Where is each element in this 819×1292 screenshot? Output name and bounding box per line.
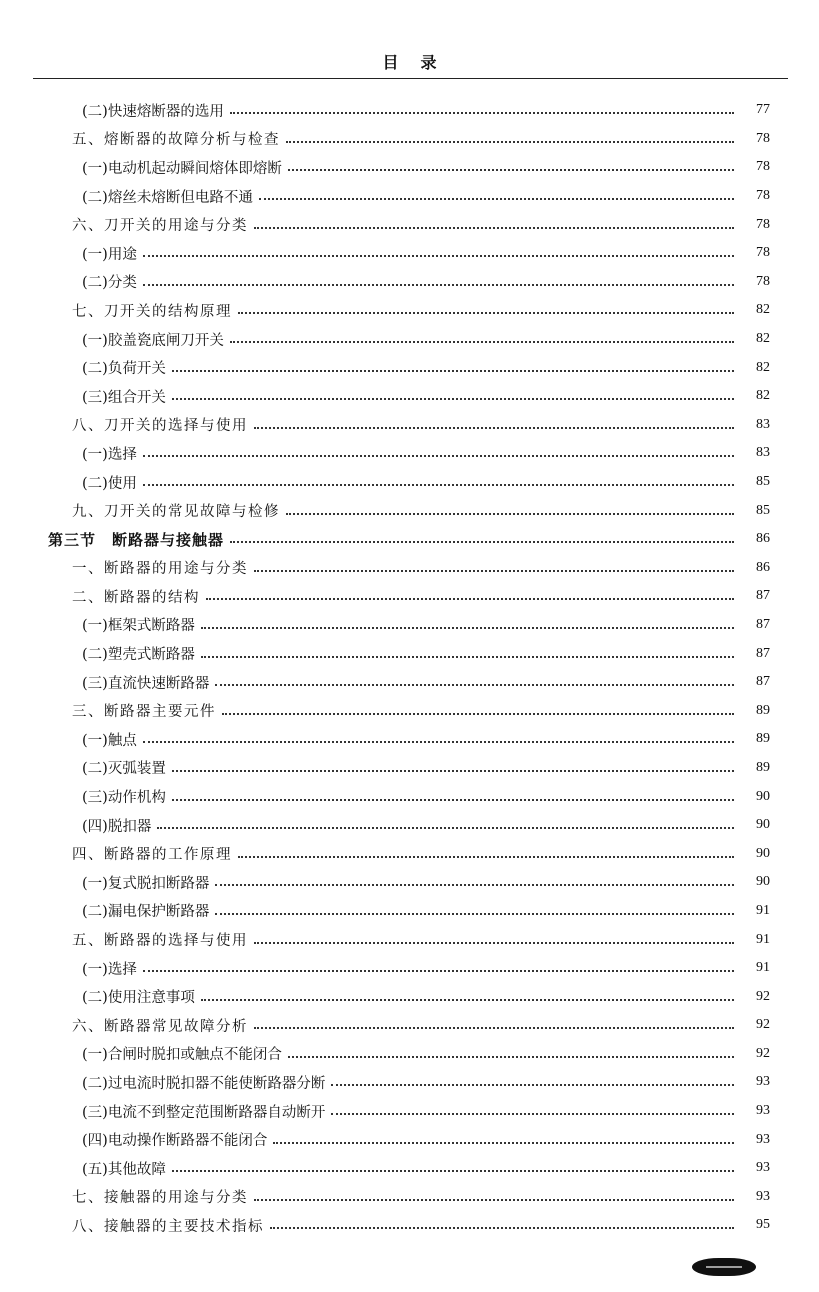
- toc-entry: [0, 1125, 819, 1154]
- toc-entry: [0, 811, 819, 840]
- toc-entry-title: 三、断路器主要元件: [72, 704, 216, 721]
- toc-entry: [0, 411, 819, 440]
- toc-entry-page-number: 93: [756, 1160, 770, 1176]
- toc-entry-title: (二)漏电保护断路器: [82, 904, 210, 921]
- toc-entry-title: 六、刀开关的用途与分类: [72, 218, 248, 235]
- toc-entry-page-number: 82: [756, 388, 770, 404]
- toc-entry: [0, 1183, 819, 1212]
- toc-entry-page-number: 90: [756, 874, 770, 890]
- toc-entry-title: (二)熔丝未熔断但电路不通: [82, 189, 253, 206]
- toc-entry-title: (三)动作机构: [82, 790, 166, 807]
- toc-entry-page-number: 78: [756, 188, 770, 204]
- dot-leader: [201, 656, 734, 658]
- toc-entry-page-number: 93: [756, 1074, 770, 1090]
- dot-leader: [172, 398, 734, 400]
- dot-leader: [254, 427, 734, 429]
- toc-entry: [0, 96, 819, 125]
- dot-leader: [288, 169, 734, 171]
- toc-entry-title: (二)灭弧装置: [82, 761, 166, 778]
- toc-entry-title: 八、刀开关的选择与使用: [72, 418, 248, 435]
- dot-leader: [286, 141, 734, 143]
- toc-entry-title: (一)选择: [82, 446, 137, 463]
- toc-entry-title: (二)快速熔断器的选用: [82, 103, 224, 120]
- dot-leader: [254, 1199, 734, 1201]
- dot-leader: [230, 541, 734, 543]
- dot-leader: [143, 255, 734, 257]
- toc-entry: [0, 1068, 819, 1097]
- toc-entry-title: (一)电动机起动瞬间熔体即熔断: [82, 160, 282, 177]
- toc-entry: [0, 696, 819, 725]
- toc-entry-title: 六、断路器常见故障分析: [72, 1018, 248, 1035]
- toc-entry: [0, 725, 819, 754]
- toc-entry-title: (一)合闸时脱扣或触点不能闭合: [82, 1047, 282, 1064]
- toc-entry: [0, 868, 819, 897]
- dot-leader: [172, 370, 734, 372]
- toc-entry-page-number: 92: [756, 1017, 770, 1033]
- toc-entry: [0, 1154, 819, 1183]
- dot-leader: [206, 598, 734, 600]
- toc-entry-page-number: 78: [756, 216, 770, 232]
- toc-entry-page-number: 85: [756, 502, 770, 518]
- toc-entry: [0, 897, 819, 926]
- toc-entry: [0, 296, 819, 325]
- toc-entry-page-number: 86: [756, 531, 770, 547]
- toc-entry-title: 七、刀开关的结构原理: [72, 303, 232, 320]
- toc-entry-title: 一、断路器的用途与分类: [72, 561, 248, 578]
- toc-entry-title: (二)负荷开关: [82, 361, 166, 378]
- toc-entry-page-number: 90: [756, 817, 770, 833]
- dot-leader: [143, 455, 734, 457]
- toc-entry-title: (三)组合开关: [82, 389, 166, 406]
- toc-entry: [0, 982, 819, 1011]
- dot-leader: [254, 570, 734, 572]
- toc-entry: [0, 1097, 819, 1126]
- toc-entry-page-number: 78: [756, 273, 770, 289]
- toc-entry-page-number: 82: [756, 359, 770, 375]
- toc-entry-page-number: 83: [756, 416, 770, 432]
- dot-leader: [215, 684, 734, 686]
- toc-entry-title: 九、刀开关的常见故障与检修: [72, 504, 280, 521]
- toc-entry-page-number: 82: [756, 331, 770, 347]
- toc-entry-page-number: 92: [756, 1045, 770, 1061]
- toc-entry-page-number: 89: [756, 702, 770, 718]
- toc-entry-title: (二)使用: [82, 475, 137, 492]
- toc-entry-page-number: 86: [756, 559, 770, 575]
- dot-leader: [331, 1084, 734, 1086]
- toc-entry-title: (二)塑壳式断路器: [82, 647, 195, 664]
- toc-entry: [0, 239, 819, 268]
- toc-entry: [0, 325, 819, 354]
- dot-leader: [222, 713, 734, 715]
- dot-leader: [143, 741, 734, 743]
- toc-entry-page-number: 78: [756, 245, 770, 261]
- toc-entry: [0, 182, 819, 211]
- toc-entry: [0, 611, 819, 640]
- toc-entry-title: 四、断路器的工作原理: [72, 847, 232, 864]
- toc-entry-page-number: 91: [756, 931, 770, 947]
- toc-entry: [0, 353, 819, 382]
- toc-entry: [0, 153, 819, 182]
- toc-entry-page-number: 89: [756, 731, 770, 747]
- toc-entry-title: 七、接触器的用途与分类: [72, 1190, 248, 1207]
- toc-entry-page-number: 93: [756, 1188, 770, 1204]
- toc-entry-page-number: 85: [756, 474, 770, 490]
- toc-entry-title: 第三节 断路器与接触器: [48, 530, 225, 549]
- dot-leader: [143, 484, 734, 486]
- toc-entry-page-number: 90: [756, 845, 770, 861]
- toc-entry-title: (一)胶盖瓷底闸刀开关: [82, 332, 224, 349]
- dot-leader: [201, 627, 734, 629]
- toc-entry-title: (一)触点: [82, 732, 137, 749]
- toc-entry: [0, 1011, 819, 1040]
- toc-entry: [0, 1211, 819, 1240]
- toc-entry-page-number: 82: [756, 302, 770, 318]
- toc-entry-page-number: 78: [756, 130, 770, 146]
- toc-entry-title: 五、断路器的选择与使用: [72, 933, 248, 950]
- toc-entry-title: (二)分类: [82, 275, 137, 292]
- toc-entry: [0, 439, 819, 468]
- toc-entry-page-number: 95: [756, 1217, 770, 1233]
- dot-leader: [230, 341, 734, 343]
- dot-leader: [238, 312, 734, 314]
- table-of-contents: [0, 96, 819, 1240]
- dot-leader: [172, 799, 734, 801]
- toc-entry-title: (一)用途: [82, 246, 137, 263]
- toc-entry-title: 五、熔断器的故障分析与检查: [72, 132, 280, 149]
- toc-entry-page-number: 89: [756, 759, 770, 775]
- toc-entry-title: (二)使用注意事项: [82, 990, 195, 1007]
- toc-entry-page-number: 93: [756, 1131, 770, 1147]
- toc-entry: [0, 954, 819, 983]
- dot-leader: [254, 227, 734, 229]
- toc-entry: [0, 925, 819, 954]
- toc-entry-title: (五)其他故障: [82, 1161, 166, 1178]
- toc-entry-title: (一)复式脱扣断路器: [82, 875, 210, 892]
- toc-entry: [0, 554, 819, 583]
- dot-leader: [143, 284, 734, 286]
- toc-entry: [0, 582, 819, 611]
- toc-entry: [0, 496, 819, 525]
- toc-entry-title: (四)脱扣器: [82, 818, 152, 835]
- toc-entry: [0, 839, 819, 868]
- toc-entry: [0, 639, 819, 668]
- toc-entry-page-number: 87: [756, 645, 770, 661]
- dot-leader: [254, 942, 734, 944]
- toc-entry-page-number: 78: [756, 159, 770, 175]
- dot-leader: [238, 856, 734, 858]
- dot-leader: [172, 1170, 734, 1172]
- toc-entry: [0, 210, 819, 239]
- toc-entry-page-number: 93: [756, 1103, 770, 1119]
- toc-entry-title: (三)直流快速断路器: [82, 675, 210, 692]
- toc-entry-page-number: 87: [756, 588, 770, 604]
- dot-leader: [157, 827, 734, 829]
- toc-entry: [0, 754, 819, 783]
- toc-entry-title: 八、接触器的主要技术指标: [72, 1218, 264, 1235]
- toc-entry: [0, 668, 819, 697]
- toc-entry: [0, 382, 819, 411]
- dot-leader: [273, 1142, 734, 1144]
- toc-entry-page-number: 91: [756, 960, 770, 976]
- toc-entry: [0, 468, 819, 497]
- dot-leader: [201, 999, 734, 1001]
- toc-entry-title: (一)选择: [82, 961, 137, 978]
- page-title: 目录: [382, 53, 459, 72]
- toc-entry-title: 二、断路器的结构: [72, 589, 200, 606]
- toc-entry: [0, 1040, 819, 1069]
- dot-leader: [172, 770, 734, 772]
- dot-leader: [288, 1056, 734, 1058]
- dot-leader: [270, 1227, 734, 1229]
- dot-leader: [259, 198, 734, 200]
- toc-entry: [0, 268, 819, 297]
- toc-entry-title: (二)过电流时脱扣器不能使断路器分断: [82, 1075, 326, 1092]
- toc-entry-page-number: 83: [756, 445, 770, 461]
- dot-leader: [215, 913, 734, 915]
- toc-entry: [0, 525, 819, 554]
- toc-entry-title: (三)电流不到整定范围断路器自动断开: [82, 1104, 326, 1121]
- toc-entry-page-number: 90: [756, 788, 770, 804]
- dot-leader: [254, 1027, 734, 1029]
- toc-entry-page-number: 92: [756, 988, 770, 1004]
- toc-entry-page-number: 77: [756, 102, 770, 118]
- header-divider: [33, 78, 788, 79]
- toc-entry: [0, 125, 819, 154]
- toc-entry-page-number: 91: [756, 902, 770, 918]
- toc-entry-page-number: 87: [756, 616, 770, 632]
- toc-entry: [0, 782, 819, 811]
- toc-entry-page-number: 87: [756, 674, 770, 690]
- dot-leader: [331, 1113, 734, 1115]
- dot-leader: [143, 970, 734, 972]
- page-number-ornament: [692, 1258, 756, 1276]
- toc-entry-title: (四)电动操作断路器不能闭合: [82, 1133, 268, 1150]
- dot-leader: [286, 513, 734, 515]
- dot-leader: [230, 112, 734, 114]
- toc-entry-title: (一)框架式断路器: [82, 618, 195, 635]
- dot-leader: [215, 884, 734, 886]
